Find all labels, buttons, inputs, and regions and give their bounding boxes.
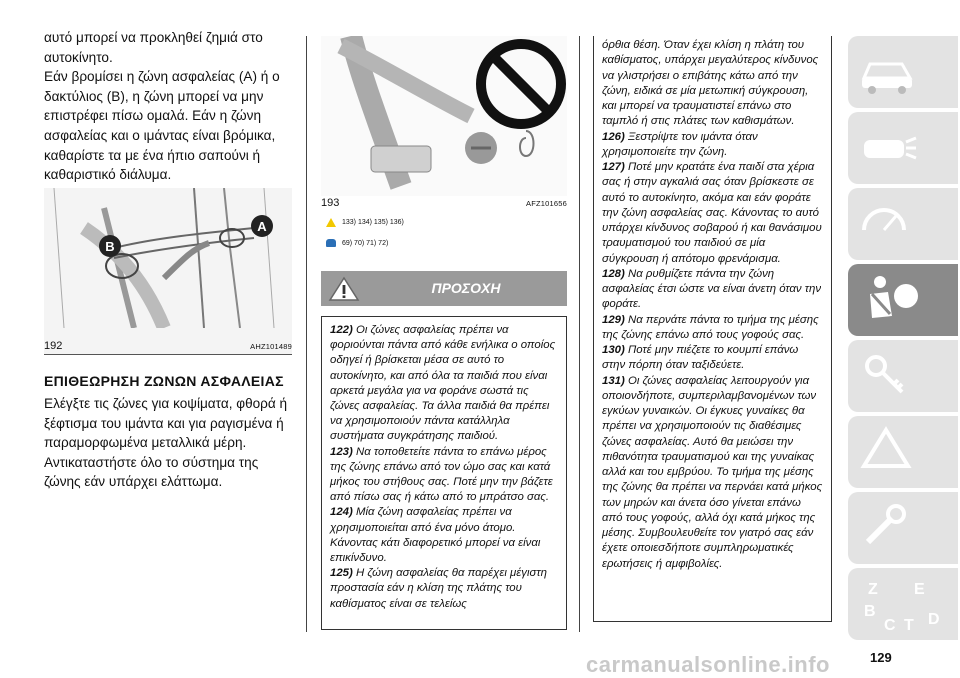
warning-item: [330, 566, 558, 612]
index-letter: C: [884, 617, 896, 634]
warning-triangle-icon: [326, 218, 336, 227]
item-text: Ποτέ μην πιέζετε το κουμπί επάνω στην πόρπη όταν ταξιδεύετε.: [602, 344, 799, 372]
warning-continuation: όρθια θέση. Όταν έχει κλίση η πλάτη του καθίσματος, υπάρχει μεγαλύτερος κίνδυνος να γλιστρήσει ο επιβάτης κάτω από την ζώνη, ειδικά σε μία μετωπική σύγκρουση, και μπορεί να τραυματιστεί επάνω στο ταμπλό ή στις πλάτες των καθισμάτων.: [602, 39, 819, 128]
alphabet-index-icon: [858, 574, 948, 636]
section-heading: ΕΠΙΘΕΩΡΗΣΗ ΖΩΝΩΝ ΑΣΦΑΛΕΙΑΣ: [44, 373, 284, 389]
callout-b-label: B: [105, 239, 115, 254]
warning-item: [330, 323, 558, 445]
car-ref-list: 69) 70) 71) 72): [342, 239, 389, 247]
key-start-icon: [858, 346, 918, 402]
figure-code: AFZ101656: [526, 199, 567, 208]
warning-item: [602, 130, 823, 161]
index-letter: Z: [868, 581, 878, 598]
figure-code: AHZ101489: [250, 342, 292, 351]
item-text: Μία ζώνη ασφαλείας πρέπει να χρησιμοποιείται από ένα μόνο άτομο. Κάνοντας κάτι διαφορετικό μπορεί να είναι επικίνδυνο.: [330, 506, 541, 565]
warning-item: [602, 267, 823, 313]
index-letter: T: [904, 617, 914, 634]
column-1: [44, 28, 292, 200]
vehicle-references: [326, 239, 388, 247]
item-number: 125): [330, 567, 353, 580]
car-lights-icon: [858, 118, 918, 174]
warning-item: [330, 505, 558, 566]
figure-192-caption: [44, 340, 292, 352]
warning-references: [326, 218, 404, 227]
watermark: carmanualsonline.info: [586, 652, 830, 677]
seatbelt-ring-illustration: [44, 188, 292, 328]
item-number: 126): [602, 130, 625, 143]
item-text: Ξεστρίψτε τον ιμάντα όταν χρησιμοποιείτε την ζώνη.: [602, 130, 758, 158]
figure-193-prohibition: [321, 36, 567, 196]
car-icon: [326, 239, 336, 247]
index-letter: D: [928, 611, 940, 628]
item-number: 128): [602, 267, 625, 280]
warning-box: [321, 316, 567, 630]
column-separator: [579, 36, 580, 632]
item-text: Να τοποθετείτε πάντα το επάνω μέρος της ζώνης επάνω από τον ώμο σας και κατά μήκος του στήθους σας. Ποτέ μην την βάζετε από πίσω σας ή κάτω από το μπράτσο σας.: [330, 445, 553, 504]
warning-triangle-icon: [328, 276, 360, 302]
warning-item: [330, 445, 558, 506]
warning-box-continued: [593, 36, 832, 622]
item-number: 131): [602, 374, 625, 387]
dashboard-icon: [858, 194, 918, 250]
item-number: 123): [330, 445, 353, 458]
figure-number: 192: [44, 340, 63, 352]
washing-paragraph: Εάν βρομίσει η ζώνη ασφαλείας (A) ή ο δακτύλιος (B), η ζώνη μπορεί να μην επιστρέφει πίσω ομαλά. Εάν η ζώνη ασφαλείας και ο ιμάντας είναι βρόμικα, καθαρίστε τα με ένα ήπιο σαπούνι ή καθαριστικό διάλυμα.: [44, 69, 280, 183]
seatbelt-airbag-icon: [858, 270, 928, 330]
warning-item: [602, 374, 823, 572]
index-letter: E: [914, 581, 925, 598]
item-text: Ποτέ μην κρατάτε ένα παιδί στα χέρια σας ή στην αγκαλιά σας όταν βρίσκεστε σε αυτό το αυτοκίνητο, ακόμα και εάν φοράτε την ζώνη ασφαλείας σας. Κάνοντας το αυτό υπάρχει κίνδυνος σοβαρού ή και θανάσιμου τραυματισμού του παιδιού σε μία σύγκρουση ή απότομο φρενάρισμα.: [602, 161, 822, 265]
warning-header: [321, 271, 567, 306]
warning-title: ΠΡΟΣΟΧΗ: [431, 280, 501, 296]
figure-number: 193: [321, 197, 340, 209]
warning-triangle-icon: [858, 422, 918, 478]
warning-item: [602, 343, 823, 374]
item-text: Οι ζώνες ασφαλείας λειτουργούν για οποιονδήποτε, συμπεριλαμβανομένων των εγκύων γυναικών. Οι έγκυες γυναίκες θα πρέπει να χρησιμοποιούν τις διαθέσιμες ζώνες ασφαλείας. Αυτό θα μειώσει την πιθανότητα τραυματισμού και της γυναίκας αλλά και του εμβρύου. Το τμήμα της μέσης της ζώνης θα πρέπει να περνάει κατά μήκος των μηρών και άνετα όσο γίνεται επάνω από τους γοφούς, αλλά όχι κατά μήκος της μέσης. Συμβουλευθείτε τον γιατρό σας εάν έχετε οποιεσδήποτε συμπληρωματικές ερωτήσεις ή αμφιβολίες.: [602, 374, 823, 570]
tab-index[interactable]: [848, 568, 958, 640]
intro-paragraph: αυτό μπορεί να προκληθεί ζημιά στο αυτοκίνητο.: [44, 30, 263, 65]
tab-maintenance[interactable]: [848, 492, 958, 564]
car-overview-icon: [858, 42, 918, 98]
warning-ref-list: 133) 134) 135) 136): [342, 219, 404, 226]
item-number: 129): [602, 313, 625, 326]
figure-192-seatbelt-ring: [44, 188, 292, 354]
tab-car-overview[interactable]: [848, 36, 958, 108]
column-separator: [306, 36, 307, 632]
page-number: 129: [870, 650, 892, 665]
item-text: Να ρυθμίζετε πάντα την ζώνη ασφαλείας έτσι ώστε να είναι άνετη όταν την φοράτε.: [602, 267, 822, 311]
item-number: 127): [602, 161, 625, 173]
tab-starting[interactable]: [848, 340, 958, 412]
tab-safety[interactable]: [848, 264, 958, 336]
tab-emergency[interactable]: [848, 416, 958, 488]
tab-lights[interactable]: [848, 112, 958, 184]
item-text: Να περνάτε πάντα το τμήμα της μέσης της ζώνης επάνω από τους γοφούς σας.: [602, 313, 819, 341]
wrench-service-icon: [858, 498, 918, 554]
divider: [44, 354, 292, 355]
callout-a-label: A: [257, 219, 267, 234]
warning-item: [602, 160, 823, 267]
inspection-paragraph: Ελέγξτε τις ζώνες για κοψίματα, φθορά ή ξέφτισμα του ιμάντα και για ραγισμένα ή παραμορφωμένα μεταλλικά μέρη. Αντικαταστήστε όλο το σύστημα της ζώνης εάν υπάρχει ελάττωμα.: [44, 396, 288, 490]
item-number: 122): [330, 324, 353, 336]
index-letter: B: [864, 603, 876, 620]
warning-item: [602, 313, 823, 344]
item-number: 124): [330, 506, 353, 519]
item-number: 130): [602, 344, 625, 356]
tab-dashboard[interactable]: [848, 188, 958, 260]
item-text: Η ζώνη ασφαλείας θα παρέχει μέγιστη προστασία εάν η κλίση της πλάτης του καθίσματος είναι σε τελείως: [330, 567, 547, 610]
figure-193-caption: [321, 197, 567, 209]
item-text: Οι ζώνες ασφαλείας πρέπει να φοριούνται πάντα από κάθε ενήλικα ο οποίος οδηγεί ή βρίσκεται μέσα σε αυτό το αυτοκίνητο, και από όλα τα παιδιά που είναι αρκετά μεγάλα για να φοράνε σωστά τις ζώνες ασφαλείας. Τα άλλα παιδιά θα πρέπει να χρησιμοποιούν πάντα κατάλληλα συστήματα συγκράτησης παιδιού.: [330, 324, 556, 443]
no-clip-on-belt-illustration: [321, 36, 567, 196]
